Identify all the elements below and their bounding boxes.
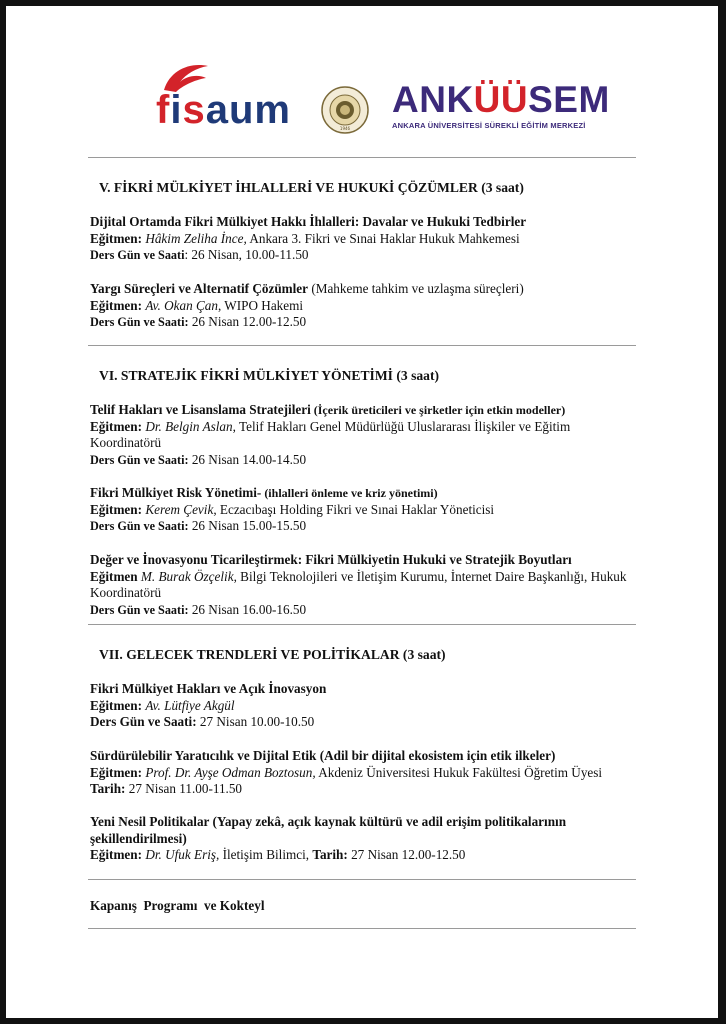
session-title: Yeni Nesil Politikalar	[90, 814, 210, 829]
time-value: : 26 Nisan, 10.00-11.50	[184, 247, 309, 262]
instructor-name: Prof. Dr. Ayşe Odman Boztosun,	[145, 764, 316, 780]
time-value: 27 Nisan 12.00-12.50	[347, 847, 466, 862]
instructor-affiliation: Akdeniz Üniversitesi Hukuk Fakültesi Öğretim Üyesi	[315, 764, 603, 780]
instructor-label: Eğitmen	[90, 568, 138, 584]
instructor-affiliation: Ankara 3. Fikri ve Sınai Haklar Hukuk Mahkemesi	[246, 230, 520, 246]
section-title-vii: VII. GELECEK TRENDLERİ VE POLİTİKALAR (3 saat)	[99, 647, 446, 662]
time-value: 27 Nisan 11.00-11.50	[125, 781, 243, 796]
session-yeni-nesil	[90, 814, 630, 864]
instructor-affiliation: , Bilgi Teknolojileri ve İletişim Kurumu, İnternet Daire Başkanlığı, Hukuk Koordinatörü	[90, 568, 627, 600]
time-value: 26 Nisan 16.00-16.50	[188, 601, 307, 617]
session-title: Sürdürülebilir Yaratıcılık ve Dijital Etik	[90, 748, 317, 763]
divider	[88, 624, 636, 625]
session-risk-yonetimi	[90, 485, 630, 535]
instructor-label: Eğitmen:	[90, 230, 143, 246]
divider	[88, 879, 636, 880]
time-label: Ders Gün ve Saati	[90, 248, 185, 262]
ankusem-subtitle: ANKARA ÜNİVERSİTESİ SÜREKLİ EĞİTİM MERKEZİ	[392, 121, 586, 130]
section-title-v: V. FİKRİ MÜLKİYET İHLALLERİ VE HUKUKİ ÇÖZÜMLER (3 saat)	[99, 180, 524, 195]
svg-text:1946: 1946	[339, 126, 351, 131]
session-title: Dijital Ortamda Fikri Mülkiyet Hakkı İhlalleri: Davalar ve Hukuki Tedbirler	[90, 214, 527, 229]
instructor-label: Eğitmen:	[90, 418, 143, 434]
session-dijital-ihlaller	[90, 214, 630, 264]
session-note: (Yapay zekâ, açık kaynak kültürü ve adil erişim politikalarının şekillendirilmesi)	[90, 814, 567, 846]
session-title: Değer ve İnovasyonu Ticarileştirmek: Fikri Mülkiyetin Hukuki ve Stratejik Boyutları	[90, 552, 572, 567]
instructor-affiliation: , WIPO Hakemi	[217, 297, 304, 313]
time-label: Tarih:	[312, 847, 348, 862]
instructor-name: Dr. Ufuk Eriş,	[145, 847, 220, 862]
time-label: Tarih:	[90, 781, 126, 796]
ankusem-wordmark: ANKÜÜSEM	[392, 79, 610, 120]
session-ticarilestirme	[90, 552, 630, 618]
time-label: Ders Gün ve Saati:	[90, 315, 189, 329]
instructor-name: Av. Lütfiye Akgül	[145, 697, 235, 713]
closing-program: Kapanış Programı ve Kokteyl	[90, 898, 265, 913]
section-title-vi: VI. STRATEJİK FİKRİ MÜLKİYET YÖNETİMİ (3 saat)	[99, 368, 440, 383]
time-label: Ders Gün ve Saati:	[90, 714, 197, 729]
session-title: Fikri Mülkiyet Hakları ve Açık İnovasyon	[90, 681, 327, 696]
instructor-affiliation: , Eczacıbaşı Holding Fikri ve Sınai Haklar Yöneticisi	[213, 501, 495, 517]
divider	[88, 928, 636, 929]
session-note: (İçerik üreticileri ve şirketler için etkin modeller)	[310, 403, 566, 417]
time-label: Ders Gün ve Saati:	[90, 602, 189, 617]
instructor-affiliation: , Telif Hakları Genel Müdürlüğü Uluslararası İlişkiler ve Eğitim Koordinatörü	[90, 418, 571, 450]
session-note: (Adil bir dijital ekosistem için etik ilkeler)	[316, 748, 556, 763]
divider	[88, 345, 636, 346]
session-telif-haklari	[90, 402, 630, 468]
divider	[88, 157, 636, 158]
session-title: Telif Hakları ve Lisanslama Stratejileri	[90, 402, 311, 417]
session-yargi-surecleri	[90, 281, 630, 331]
logo-header	[6, 54, 718, 144]
instructor-name: Av. Okan Çan	[145, 297, 218, 313]
instructor-label: Eğitmen:	[90, 764, 143, 780]
seal-icon	[321, 86, 369, 134]
session-title: Yargı Süreçleri ve Alternatif Çözümler	[90, 281, 309, 296]
session-note: (ihlalleri önleme ve kriz yönetimi)	[261, 486, 438, 500]
instructor-affiliation: İletişim Bilimci,	[219, 847, 313, 862]
time-label: Ders Gün ve Saati:	[90, 452, 189, 467]
session-acik-inovasyon	[90, 681, 630, 731]
session-dijital-etik	[90, 748, 630, 798]
instructor-name: M. Burak Özçelik	[140, 568, 234, 584]
ankara-university-seal	[321, 86, 369, 139]
instructor-name: Dr. Belgin Aslan	[145, 418, 233, 434]
instructor-label: Eğitmen:	[90, 297, 143, 313]
session-title: Fikri Mülkiyet Risk Yönetimi-	[90, 485, 262, 500]
document-page	[6, 6, 718, 1018]
session-note: (Mahkeme tahkim ve uzlaşma süreçleri)	[308, 281, 524, 296]
instructor-name: Hâkim Zeliha İnce,	[145, 230, 247, 246]
fisaum-wordmark: fisaum	[156, 88, 291, 132]
time-value: 26 Nisan 12.00-12.50	[188, 314, 307, 329]
instructor-label: Eğitmen:	[90, 847, 143, 862]
instructor-name: Kerem Çevik	[145, 501, 214, 517]
ankusem-logo	[392, 80, 610, 130]
time-value: 26 Nisan 14.00-14.50	[188, 451, 307, 467]
time-value: 26 Nisan 15.00-15.50	[188, 518, 307, 533]
time-label: Ders Gün ve Saati:	[90, 519, 189, 533]
time-value: 27 Nisan 10.00-10.50	[196, 714, 315, 729]
instructor-label: Eğitmen:	[90, 697, 143, 713]
instructor-label: Eğitmen:	[90, 501, 143, 517]
